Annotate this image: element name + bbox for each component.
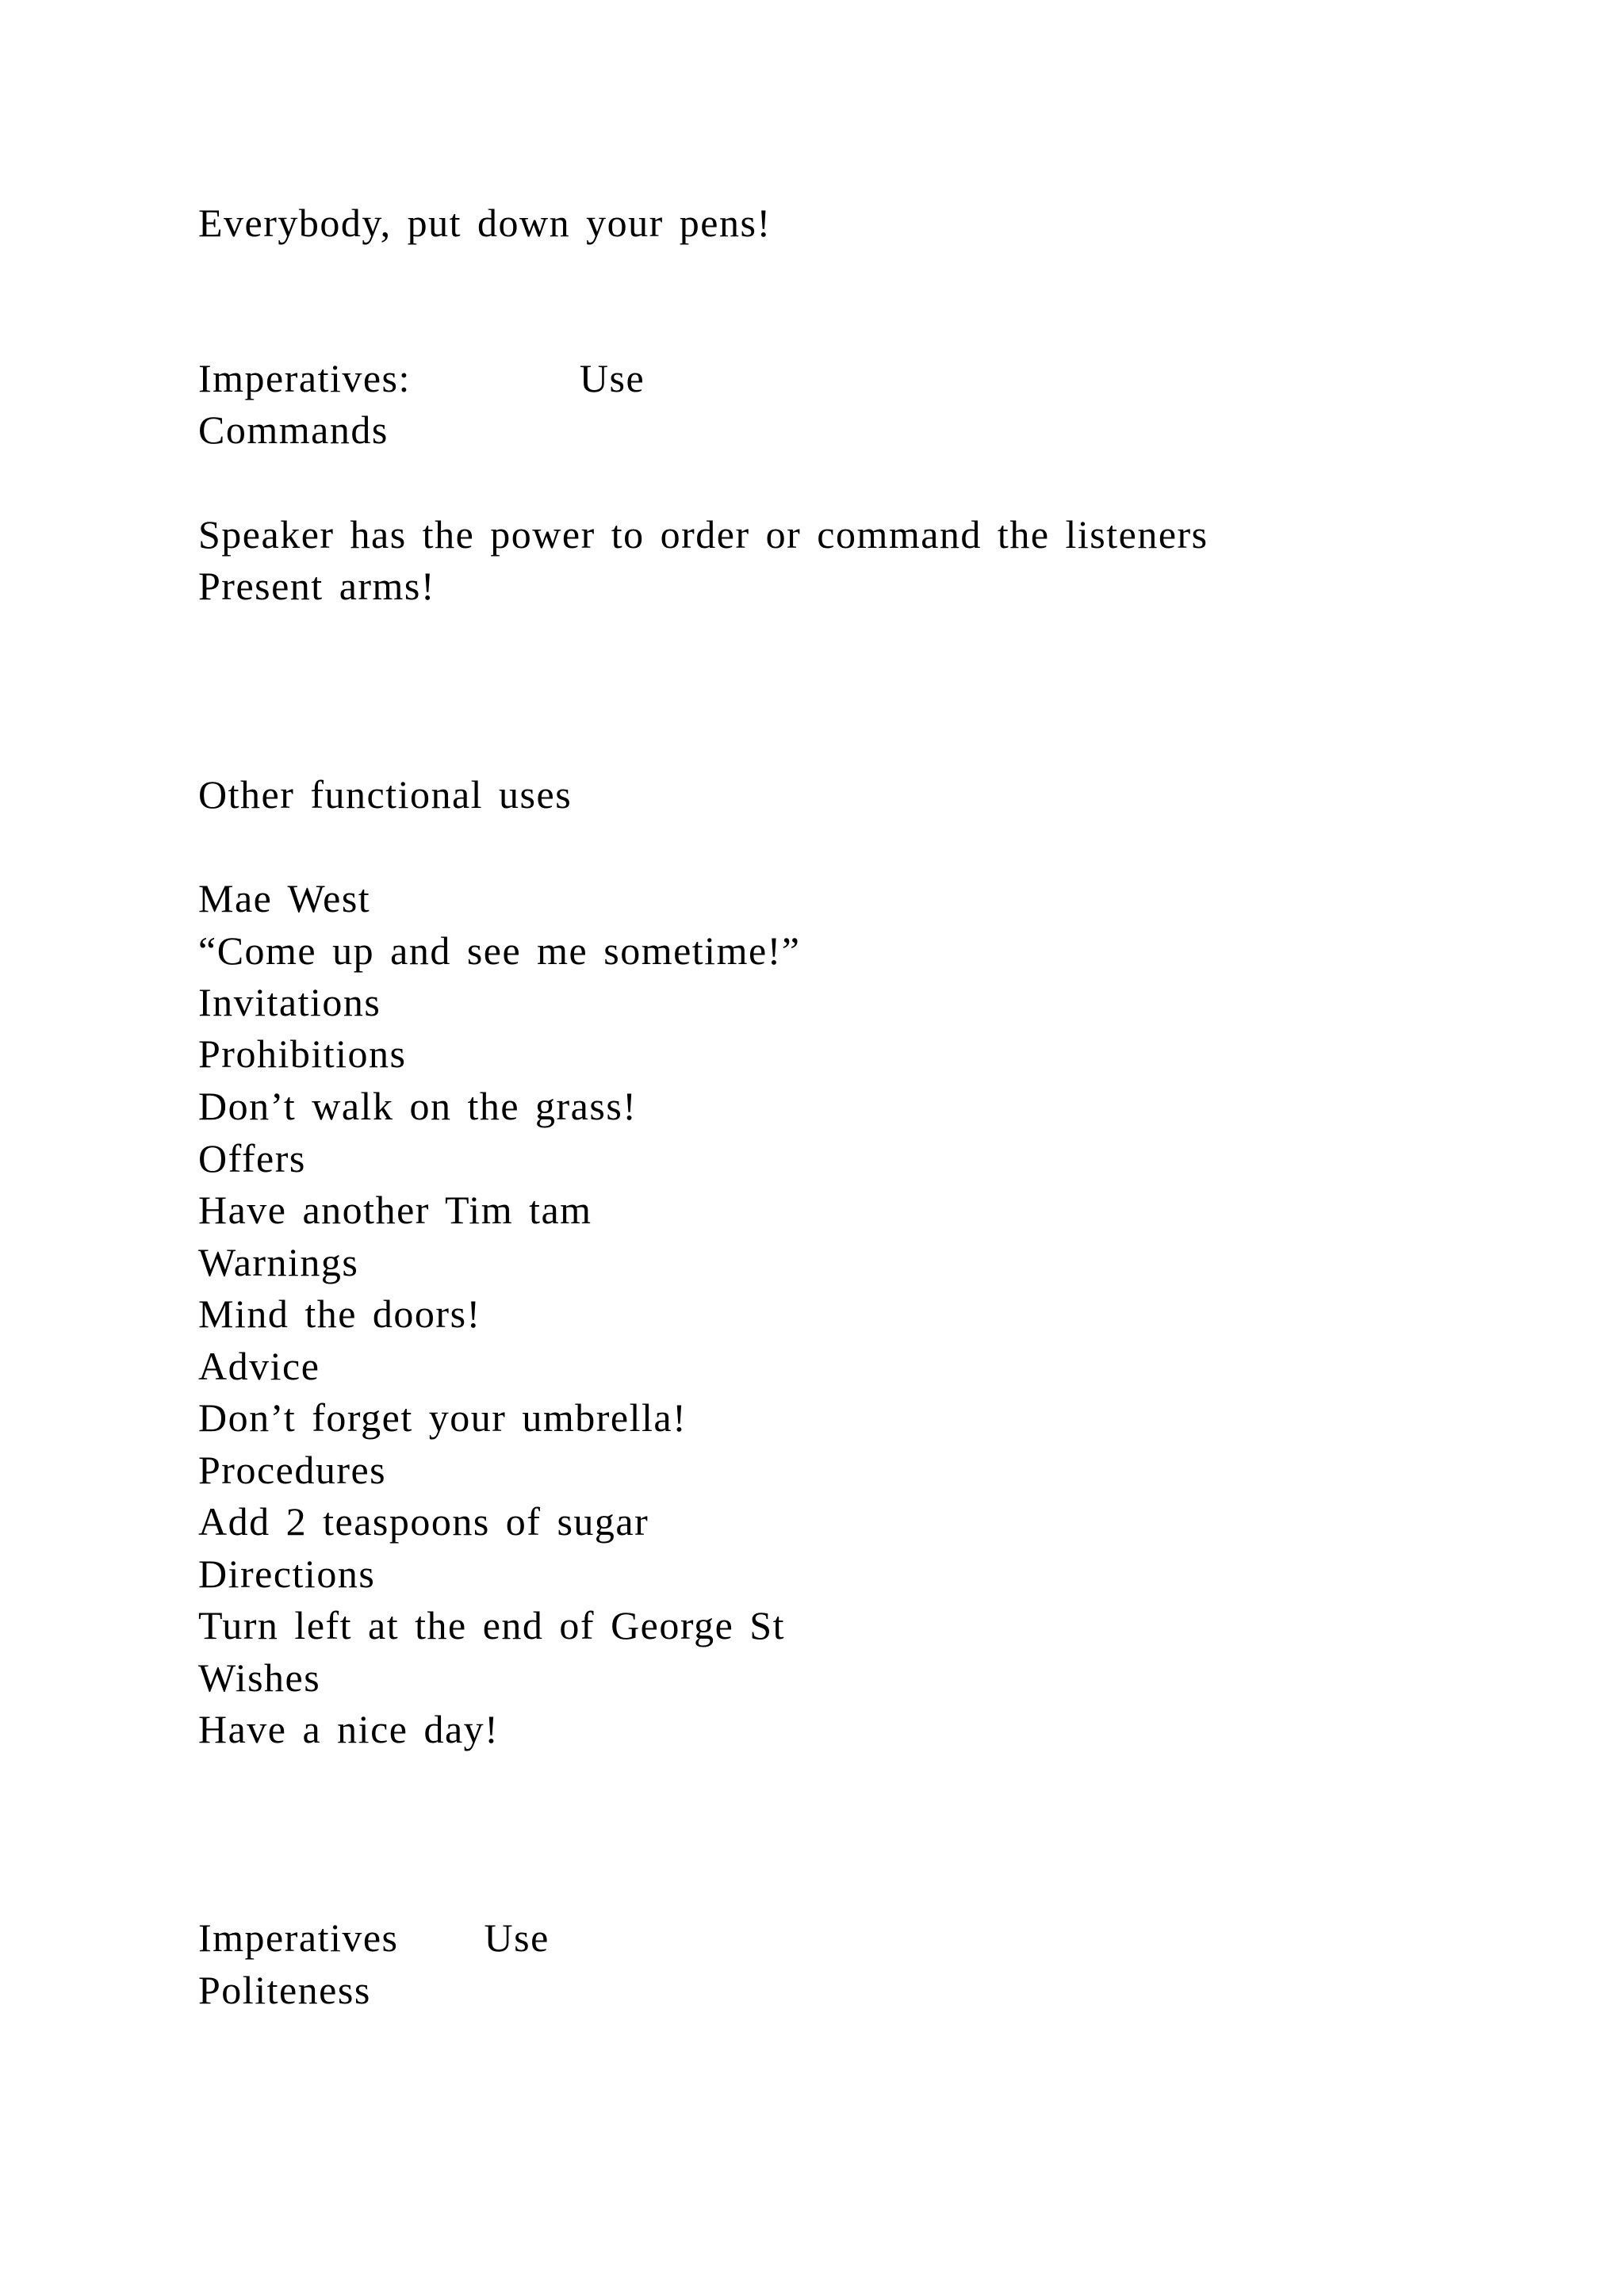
section-1-heading-second-line: Commands: [198, 408, 389, 452]
opening-line: Everybody, put down your pens!: [198, 201, 772, 245]
list-item: Mae West: [198, 876, 371, 920]
section-3-heading-second-line: Politeness: [198, 1968, 371, 2012]
list-item: Add 2 teaspoons of sugar: [198, 1499, 649, 1544]
list-item: Prohibitions: [198, 1031, 407, 1076]
list-item: Invitations: [198, 980, 381, 1024]
section-2-heading: Other functional uses: [198, 772, 573, 817]
list-item: Offers: [198, 1136, 306, 1181]
section-1-heading: [198, 352, 645, 404]
list-item: “Come up and see me sometime!”: [198, 928, 801, 973]
section-1-example: Present arms!: [198, 564, 436, 608]
list-item: Warnings: [198, 1240, 359, 1284]
list-item: Wishes: [198, 1655, 321, 1700]
section-3-heading-right: Use: [484, 1915, 550, 1960]
section-3-heading: [198, 1911, 550, 1964]
section-1-heading-left: Imperatives:: [198, 356, 411, 400]
list-item: Have a nice day!: [198, 1707, 500, 1751]
list-item: Advice: [198, 1344, 320, 1388]
list-item: Have another Tim tam: [198, 1188, 592, 1232]
section-1-heading-right: Use: [579, 356, 645, 400]
section-3-heading-left: Imperatives: [198, 1915, 399, 1960]
section-1-description: Speaker has the power to order or command the listeners: [198, 512, 1208, 557]
list-item: Don’t forget your umbrella!: [198, 1395, 688, 1440]
list-item: Turn left at the end of George St: [198, 1603, 786, 1647]
list-item: Directions: [198, 1552, 376, 1596]
list-item: Mind the doors!: [198, 1292, 481, 1336]
list-item: Don’t walk on the grass!: [198, 1084, 638, 1128]
list-item: Procedures: [198, 1448, 387, 1492]
